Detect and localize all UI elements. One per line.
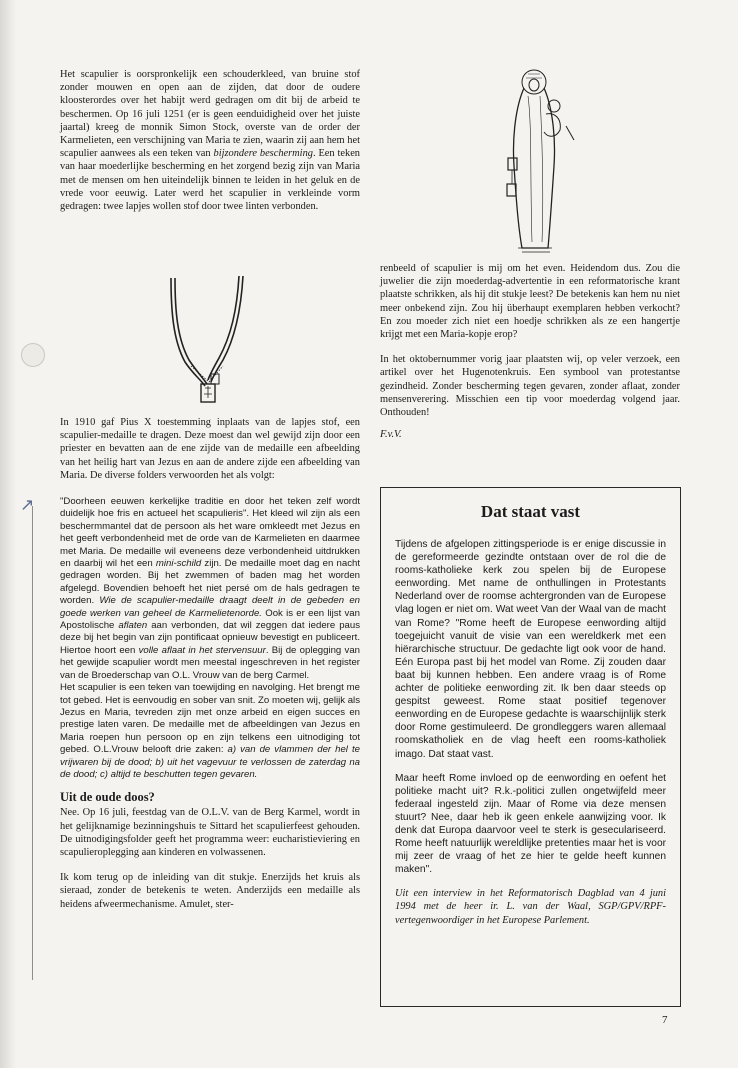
emphasis-segment: bijzondere bescherming	[213, 148, 313, 160]
festival-paragraph: Nee. Op 16 juli, feestdag van de O.L.V. van de Berg Karmel, wordt in het gelijknamige bezinningshuis te Sittard het scapulierfeest gehouden. De uitnodigingsfolder geeft het programma weer: eucharistieviering en scapulieroplegging aan kinderen en volwassenen.	[60, 807, 360, 858]
pen-annotation-mark: ↖	[17, 497, 38, 513]
sidebox-source: Uit een interview in het Reformatorisch Dagblad van 4 juni 1994 met de heer ir. L. van der Waal, SGP/GPV/RPF-vertegenwoordiger in het Europese Parlement.	[395, 888, 666, 926]
pius-paragraph: In 1910 gaf Pius X toestemming inplaats van de lapjes stof, een scapulier-medaille te dragen. Deze moest dan wel gewijd zijn door een priester en bevatten aan de ene zijde van de medaille een afbeelding van het heilig hart van Jezus en aan de andere zijde een afbeelding van Maria. De diverse folders verwoorden het als volgt:	[60, 417, 360, 481]
text-segment: . Een teken van haar moederlijke bescherming en het zorgend bezig zijn van Maria met de mensen om hen uiteindelijk binnen te leiden in het geluk en de vrede voor eeuwig. Later werd het scapulier in verkleinde vorm gedragen: twee lapjes wollen stof door twee linten verbonden.	[60, 148, 360, 213]
left-column-upper	[60, 68, 360, 213]
folder-quote	[60, 496, 360, 781]
scapular-cord	[171, 278, 207, 386]
emphasis-segment: volle aflaat in het stervensuur	[138, 644, 266, 656]
subheading: Uit de oude doos?	[60, 790, 155, 805]
text-segment: . Bij de oplegging van het gewijde scapulier wordt men meestal ingeschreven in het register van de Broederschap van O.L. Vrouw van de berg Carmel.	[60, 644, 361, 681]
mary-robe	[513, 88, 554, 248]
punch-hole	[21, 343, 45, 367]
emphasis-segment: mini-schild	[155, 558, 202, 570]
held-scapular	[508, 158, 517, 170]
right-column	[380, 262, 680, 440]
scapular-illustration	[157, 270, 257, 415]
sidebox-dat-staat-vast	[380, 487, 681, 1007]
mary-illustration	[488, 66, 584, 256]
closing-paragraph: Ik kom terug op de inleiding van dit stukje. Enerzijds het kruis als sieraad, zonder de betekenis te weten. Anderzijds een medaille als heidens afweermechanisme. Amulet, ster-	[60, 872, 360, 910]
sidebox-paragraph-1: Tijdens de afgelopen zittingsperiode is er enige discussie in de gereformeerde gezindte ontstaan over de rol die de rooms-katholieke kerk zou spelen bij de Europese eenwording. Met name de onthullingen in Protestants Nederland over de roomse achtergronden van de Europese vlag logen er niet om. Wat weet Van der Waal van de macht van Rome? "Rome heeft de Europese eenwording altijd toegejuicht vanuit de visie van een wereldkerk met een hiërarchische structuur. De gedachte ligt ook voor de hand. Eén Europa past bij het model van Rome. Zij zouden daar baat bij kunnen hebben. Een andere vraag is of Rome achter de politieke eenwording zit. Ik ben daar steeds op gespitst geweest. Rome staat positief tegenover eenwording en de Europese gedachte is waarschijnlijk sterk door Rome gestimuleerd. De grondleggers waren allemaal roomskatholiek en de vlag heeft een rooms-katholiek imago. Dat staat vast.	[395, 539, 666, 760]
page-number: 7	[662, 1014, 668, 1026]
sidebox-paragraph-2: Maar heeft Rome invloed op de eenwording en oefent het politieke macht uit? R.k.-politici zullen ongetwijfeld meer federaal ingesteld zijn. Maar of Rome via deze mensen stuurt? Nee, daar heb ik geen enkele aanwijzing voor. Ik denk dat Europa daarvoor veel te sterk is geseculariseerd. Rome heeft natuurlijk wereldlijke pretenties maar het is voor mij zeer de vraag of het ze hier te gelde heeft kunnen maken".	[395, 772, 666, 876]
emphasis-segment: Wie de scapulier-medaille draagt deelt in de gebeden en goede werken van geheel de Karmelietenorde.	[60, 595, 360, 619]
signature: F.v.V.	[380, 429, 402, 441]
quote-paragraph-2	[60, 682, 360, 781]
continued-paragraph: renbeeld of scapulier is mij om het even. Heidendom dus. Zou die juwelier die zijn moederdag-advertentie in een reformatorische krant plaatste schrikken, als hij dit stukje leest? De betekenis kan hem nu niet meer onbekend zijn. Zou hij überhaupt exemplaren hebben verkocht? En zou moeder zich niet een hoedje schrikken als ze een hangertje krijgt met een Maria-kopje erop?	[380, 263, 680, 341]
left-column-lower	[60, 416, 360, 911]
sidebox-title: Dat staat vast	[480, 502, 581, 521]
text-segment: Ook is er een lijst van Apostolische	[60, 607, 360, 632]
emphasis-segment: a) van de vlammen der hel te vrijwaren bij de dood; b) uit het vagevuur te verlossen de zaterdag na de dood; c) altijd te beschutten tegen gevaren.	[60, 744, 360, 780]
text-segment: zijn. De medaille moet dag en nacht gedragen worden. Bij het zwemmen of baden mag het worden afgelegd. Bovendien behoeft het niet persé om de hals gedragen te worden.	[60, 558, 361, 607]
october-paragraph: In het oktobernummer vorig jaar plaatsten wij, op veler verzoek, een artikel over het Hugenotenkruis. Een symbool van protestantse gezindheid. Zonder bescherming tegen gevaren, zonder aflaat, zonder mensenverering. Misschien een tip voor moederdag volgend jaar. Onthouden!	[380, 354, 680, 419]
text-segment: Het scapulier is een teken van toewijding en navolging. Het brengt me tot gebed. Het is eenvoudig en sober van snit. Zo moeten wij, gelijk als Jezus en Maria, tevreden zijn met onze arbeid en eigen succes en prestige laten varen. De medaille met de afbeeldingen van Jezus en Maria roepen hun persoon op en zijn telkens een uitnodiging tot gebed. O.L.Vrouw belooft drie zaken:	[60, 682, 360, 756]
intro-paragraph	[60, 68, 360, 213]
text-segment: "Doorheen eeuwen kerkelijke traditie en door het teken zelf wordt duidelijk hoe fris en actueel het scapulieris". Het kleed wil zijn als een beschermmantel dat de persoon als het ware omkleedt met Jezus en het geeft verbondenheid met de orde van de Karmelieten en daarmee met Maria. De medaille wil eveneens deze verbondenheid uitdrukken en daarbij wil het een	[60, 496, 360, 570]
quote-paragraph-1	[60, 496, 360, 682]
halo	[522, 70, 546, 94]
text-segment: Het scapulier is oorspronkelijk een schouderkleed, van bruine stof zonder mouwen en open aan de zijden, dat door de oudere kloosterordes over het habijt werd gedragen om dit bij de arbeid te beschermen. Op 16 juli 1251 (er is geen eenduidigheid over het juiste jaartal) kreeg de monnik Simon Stock, overste van de order der Karmelieten, een verschijning van Maria te zien, waarin zij aan hem het scapulier aanwees als een teken van	[60, 69, 360, 160]
emphasis-segment: aflaten	[118, 620, 148, 632]
pen-bracket-line	[32, 506, 53, 980]
text-segment: aan verbonden, dat wil zeggen dat iedere paus deze bij het begin van zijn pontificaat opnieuw bevestigt en publiceert. Hiertoe hoort een	[60, 620, 361, 656]
scan-shadow	[0, 0, 16, 1068]
